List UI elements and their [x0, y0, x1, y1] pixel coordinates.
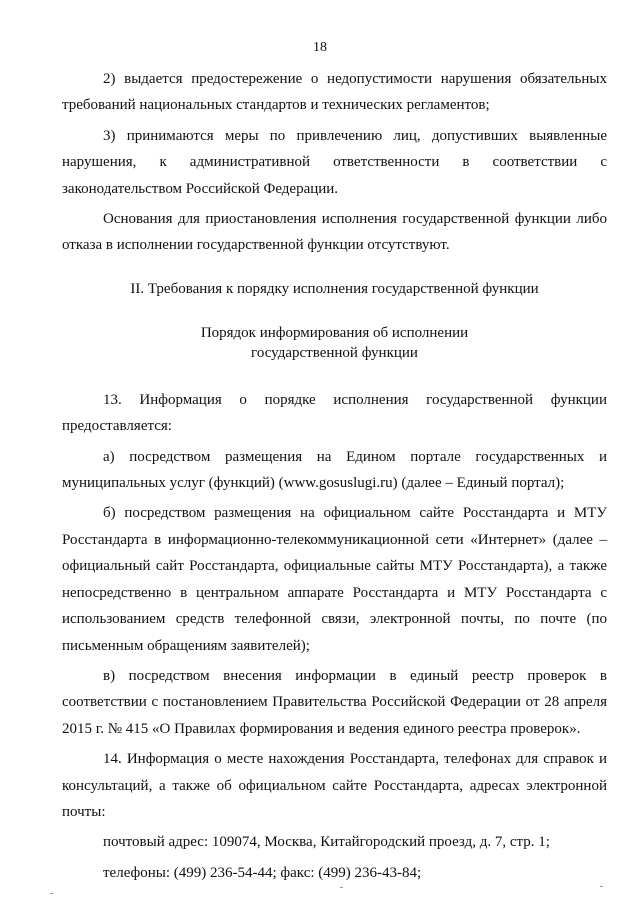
subsection-heading-line-2: государственной функции: [251, 344, 418, 361]
scan-artifact: [340, 887, 343, 888]
paragraph-13: 13. Информация о порядке исполнения государственной функции предоставляется:: [62, 391, 607, 435]
page-number: 18: [313, 40, 327, 55]
paragraph-14: 14. Информация о месте нахождения Росстандарта, телефонах для справок и консультаций, а также об официальном сайте Росстандарта, адресах электронной почты:: [62, 751, 607, 820]
paragraph-grounds: Основания для приостановления исполнения государственной функции либо отказа в исполнении государственной функции отсутствуют.: [62, 211, 607, 254]
paragraph-13-a: а) посредством размещения на Едином портале государственных и муниципальных услуг (функций) (www.gosuslugi.ru) (далее – Единый портал);: [62, 448, 607, 492]
paragraph-13-v: в) посредством внесения информации в единый реестр проверок в соответствии с постановлением Правительства Российской Федерации от 28 апреля 2015 г. № 415 «О Правилах формирования и ведения единого реестра проверок».: [62, 667, 607, 737]
page-content: [62, 66, 607, 886]
section-heading: II. Требования к порядку исполнения государственной функции: [130, 280, 539, 297]
paragraph-item-3: 3) принимаются меры по привлечению лиц, допустивших выявленные нарушения, к административной ответственности в соответствии с законодательством Российской Федерации.: [62, 127, 607, 197]
paragraph-13-b: б) посредством размещения на официальном сайте Росстандарта и МТУ Росстандарта в информационно-телекоммуникационной сети «Интернет» (далее – официальный сайт Росстандарта, официальные сайты МТУ Росстандарта), а также непосредственно в центральном аппарате Росстандарта и МТУ Росстандарта с использованием средств телефонной связи, электронной почты, по почте (по письменным обращениям заявителей);: [62, 505, 607, 654]
scan-artifact: [600, 886, 603, 887]
phone-numbers: телефоны: (499) 236-54-44; факс: (499) 236-43-84;: [103, 864, 422, 881]
scan-artifact: [50, 893, 53, 894]
postal-address: почтовый адрес: 109074, Москва, Китайгородский проезд, д. 7, стр. 1;: [103, 834, 550, 851]
subsection-heading: [62, 323, 607, 363]
subsection-heading-line-1: Порядок информирования об исполнении: [200, 324, 469, 341]
paragraph-item-2: 2) выдается предостережение о недопустимости нарушения обязательных требований национальных стандартов и технических регламентов;: [62, 71, 607, 114]
